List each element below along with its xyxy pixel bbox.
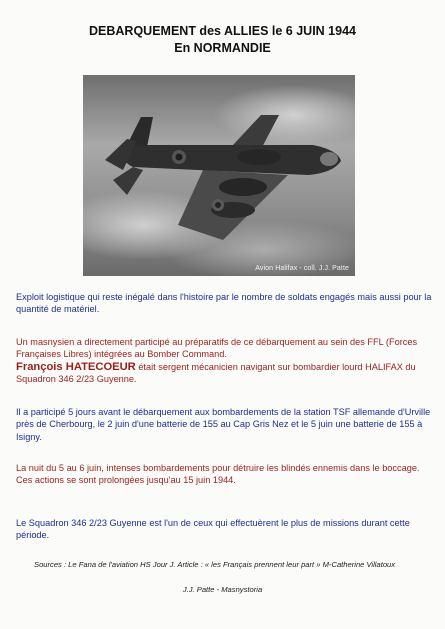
paragraph-squadron: Le Squadron 346 2/23 Guyenne est l'un de ceux qui effectuèrent le plus de missions durant cette période. [16,518,410,541]
signature: J.J. Patte - Masnystoria [182,585,263,594]
sources-note: Sources : Le Fana de l'aviation HS Jour J. Article : « les Français prennent leur part » M-Catherine Villatoux [34,560,396,569]
paragraph-logistics: Exploit logistique qui reste inégalé dans l'histoire par le nombre de soldats engagés mais aussi pour la quantité de matériel. [16,292,432,315]
person-name: François HATECOEUR [16,360,136,373]
paragraph-hatecoeur-rest: était sergent mécanicien navigant sur bombardier lourd HALIFAX du Squadron 346 2/23 Guyenne. [16,361,416,385]
halifax-bomber-image [83,75,355,276]
paragraph-bombings: Il a participé 5 jours avant le débarquement aux bombardements de la station TSF allemande d'Urville près de Cherbourg, le 2 juin d'une batterie de 155 au Cap Gris Nez et le 5 juin une batterie de 155 à Isigny. [16,407,431,442]
night-raids-line-2: Ces actions se sont prolongées jusqu'au 15 juin 1944. [16,475,236,486]
title-line-1: DEBARQUEMENT des ALLIES le 6 JUIN 1944 [89,24,356,38]
paragraph-hatecoeur-intro: Un masnysien a directement participé au préparatifs de ce débarquement au sein des FFL (Forces Françaises Libres) intégrées au Bomber Command. [16,337,418,360]
bomber-photo [83,75,355,276]
night-raids-line-1: La nuit du 5 au 6 juin, intenses bombardements pour détruire les blindés ennemis dans le boccage. [16,463,420,473]
photo-caption: Avion Halifax - coll. J.J. Patte [255,265,349,272]
paragraph-hatecoeur [16,336,436,386]
paragraph-night-raids [16,462,436,487]
title-line-2: En NORMANDIE [174,41,271,55]
